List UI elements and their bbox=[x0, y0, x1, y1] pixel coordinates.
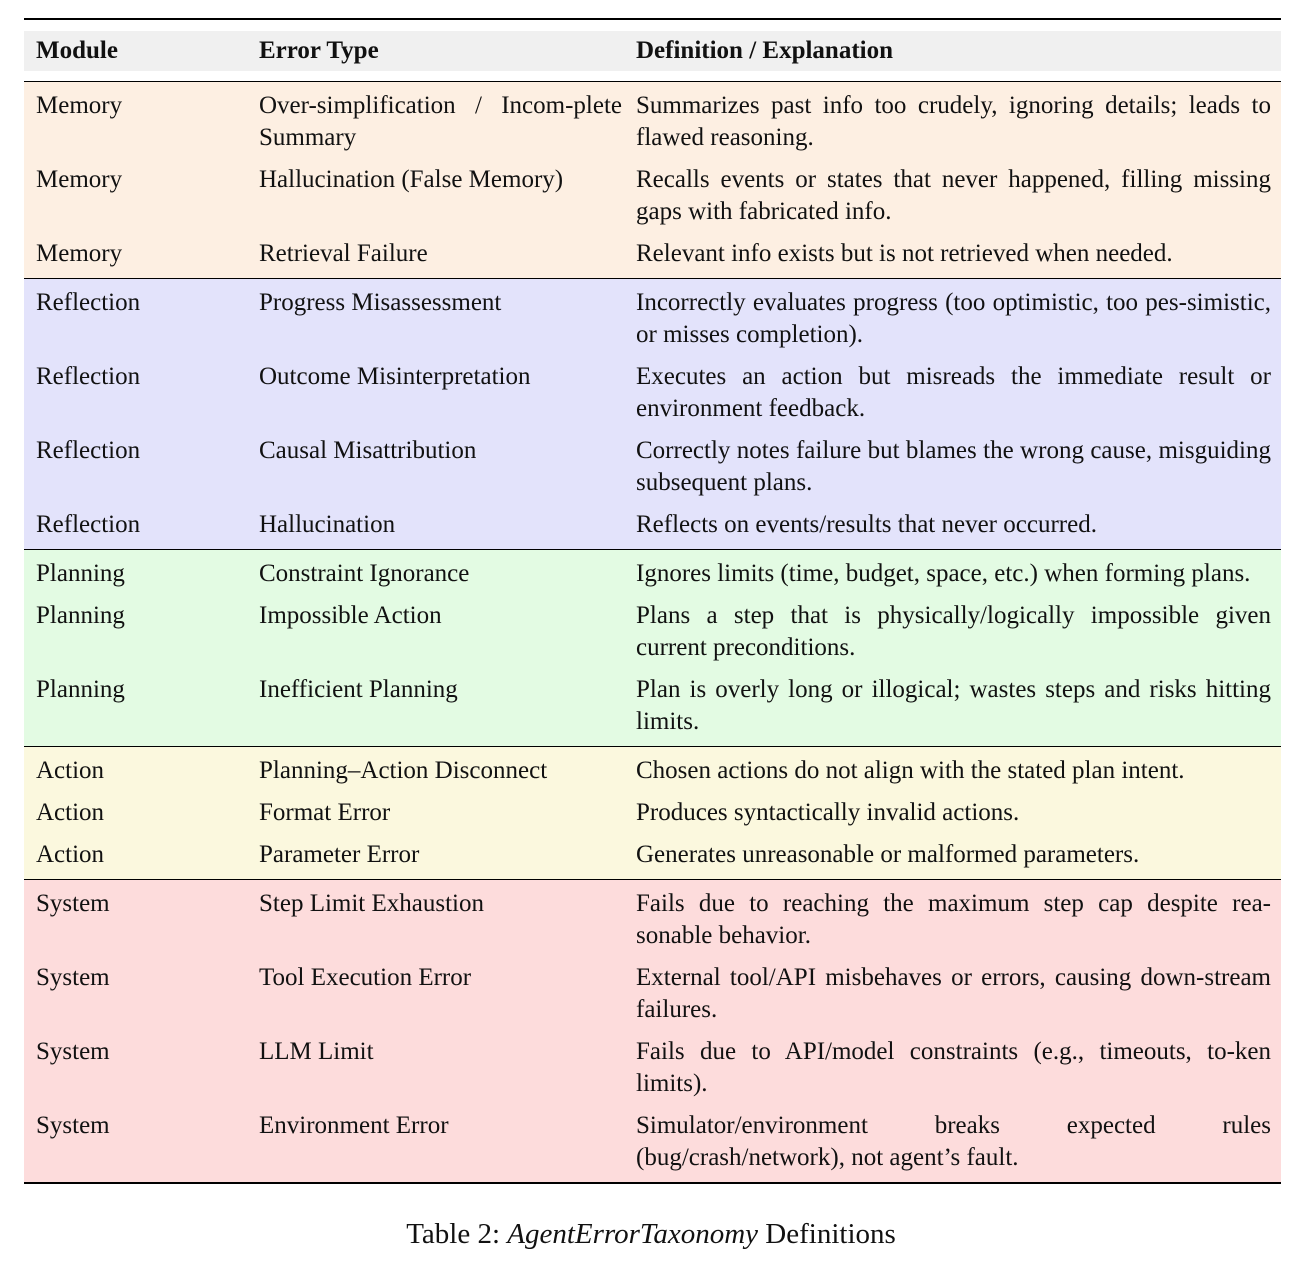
table-row bbox=[24, 431, 1281, 505]
group-planning bbox=[24, 549, 1281, 746]
table-bottom-rule bbox=[24, 1182, 1281, 1184]
cell-module: System bbox=[36, 890, 110, 917]
table-row bbox=[24, 160, 1281, 234]
table-row bbox=[24, 283, 1281, 357]
table-row bbox=[24, 670, 1281, 744]
cell-error-type: Planning–Action Disconnect bbox=[259, 757, 548, 784]
cell-definition: Incorrectly evaluates progress (too optimistic, too pes-simistic, or misses completion). bbox=[636, 289, 1271, 348]
table-row bbox=[24, 1032, 1281, 1106]
cell-module: Planning bbox=[36, 560, 125, 587]
cell-error-type: LLM Limit bbox=[259, 1038, 374, 1065]
cell-definition: Recalls events or states that never happened, filling missing gaps with fabricated info. bbox=[636, 166, 1271, 225]
cell-definition: Simulator/environment breaks expected rules (bug/crash/network), not agent’s fault. bbox=[636, 1112, 1271, 1171]
cell-definition: Chosen actions do not align with the stated plan intent. bbox=[636, 757, 1185, 784]
cell-definition: Fails due to API/model constraints (e.g., timeouts, to-ken limits). bbox=[636, 1038, 1271, 1097]
header-definition: Definition / Explanation bbox=[636, 37, 893, 64]
cell-definition: Summarizes past info too crudely, ignoring details; leads to flawed reasoning. bbox=[636, 92, 1271, 151]
cell-module: System bbox=[36, 1038, 110, 1065]
cell-definition: Produces syntactically invalid actions. bbox=[636, 799, 1020, 826]
cell-definition: Correctly notes failure but blames the wrong cause, misguiding subsequent plans. bbox=[636, 437, 1271, 496]
group-action bbox=[24, 746, 1281, 879]
table-row bbox=[24, 554, 1281, 596]
cell-definition: External tool/API misbehaves or errors, causing down-stream failures. bbox=[636, 964, 1271, 1023]
table-row bbox=[24, 357, 1281, 431]
cell-module: Reflection bbox=[36, 289, 141, 316]
cell-module: Memory bbox=[36, 166, 123, 193]
cell-error-type: Step Limit Exhaustion bbox=[259, 890, 484, 917]
group-system bbox=[24, 879, 1281, 1182]
cell-error-type: Progress Misassessment bbox=[259, 289, 502, 316]
cell-module: Memory bbox=[36, 92, 123, 119]
cell-module: Action bbox=[36, 757, 105, 784]
table-caption bbox=[0, 1218, 1302, 1251]
table-row bbox=[24, 596, 1281, 670]
header-module: Module bbox=[36, 37, 118, 64]
cell-error-type: Over-simplification / Incom-plete Summary bbox=[259, 92, 622, 151]
cell-error-type: Impossible Action bbox=[259, 602, 442, 629]
table-header bbox=[24, 31, 1281, 71]
cell-error-type: Format Error bbox=[259, 799, 391, 826]
cell-error-type: Constraint Ignorance bbox=[259, 560, 470, 587]
cell-error-type: Parameter Error bbox=[259, 841, 420, 868]
cell-error-type: Hallucination (False Memory) bbox=[259, 166, 564, 193]
cell-error-type: Hallucination bbox=[259, 511, 396, 538]
caption-prefix: Table 2: bbox=[406, 1218, 508, 1250]
cell-module: Action bbox=[36, 841, 105, 868]
table-row bbox=[24, 751, 1281, 793]
cell-module: System bbox=[36, 964, 110, 991]
cell-error-type: Retrieval Failure bbox=[259, 240, 428, 267]
table-row bbox=[24, 505, 1281, 547]
group-memory bbox=[24, 82, 1281, 278]
cell-definition: Relevant info exists but is not retrieved when needed. bbox=[636, 240, 1173, 267]
table-row bbox=[24, 234, 1281, 276]
cell-module: Action bbox=[36, 799, 105, 826]
cell-error-type: Inefficient Planning bbox=[259, 676, 458, 703]
table-row bbox=[24, 958, 1281, 1032]
caption-suffix: Definitions bbox=[758, 1218, 896, 1250]
cell-error-type: Causal Misattribution bbox=[259, 437, 477, 464]
table-row bbox=[24, 835, 1281, 877]
cell-definition: Executes an action but misreads the immediate result or environment feedback. bbox=[636, 363, 1271, 422]
table-row bbox=[24, 884, 1281, 958]
header-error-type: Error Type bbox=[259, 37, 379, 64]
cell-module: Reflection bbox=[36, 511, 141, 538]
cell-module: Planning bbox=[36, 676, 125, 703]
cell-definition: Reflects on events/results that never occurred. bbox=[636, 511, 1097, 538]
group-reflection bbox=[24, 278, 1281, 549]
table-row bbox=[24, 1106, 1281, 1180]
cell-error-type: Tool Execution Error bbox=[259, 964, 472, 991]
cell-error-type: Environment Error bbox=[259, 1112, 449, 1139]
cell-module: Reflection bbox=[36, 363, 141, 390]
cell-error-type: Outcome Misinterpretation bbox=[259, 363, 531, 390]
table-body bbox=[24, 82, 1281, 1182]
cell-module: Planning bbox=[36, 602, 125, 629]
caption-title: AgentErrorTaxonomy bbox=[507, 1218, 759, 1250]
cell-module: Memory bbox=[36, 240, 123, 267]
table-row bbox=[24, 793, 1281, 835]
cell-definition: Plans a step that is physically/logically impossible given current preconditions. bbox=[636, 602, 1271, 661]
cell-definition: Ignores limits (time, budget, space, etc.) when forming plans. bbox=[636, 560, 1251, 587]
cell-definition: Generates unreasonable or malformed parameters. bbox=[636, 841, 1140, 868]
taxonomy-table bbox=[24, 18, 1281, 1184]
table-row bbox=[24, 86, 1281, 160]
cell-definition: Plan is overly long or illogical; wastes steps and risks hitting limits. bbox=[636, 676, 1271, 735]
cell-definition: Fails due to reaching the maximum step cap despite rea-sonable behavior. bbox=[636, 890, 1271, 949]
cell-module: System bbox=[36, 1112, 110, 1139]
cell-module: Reflection bbox=[36, 437, 141, 464]
